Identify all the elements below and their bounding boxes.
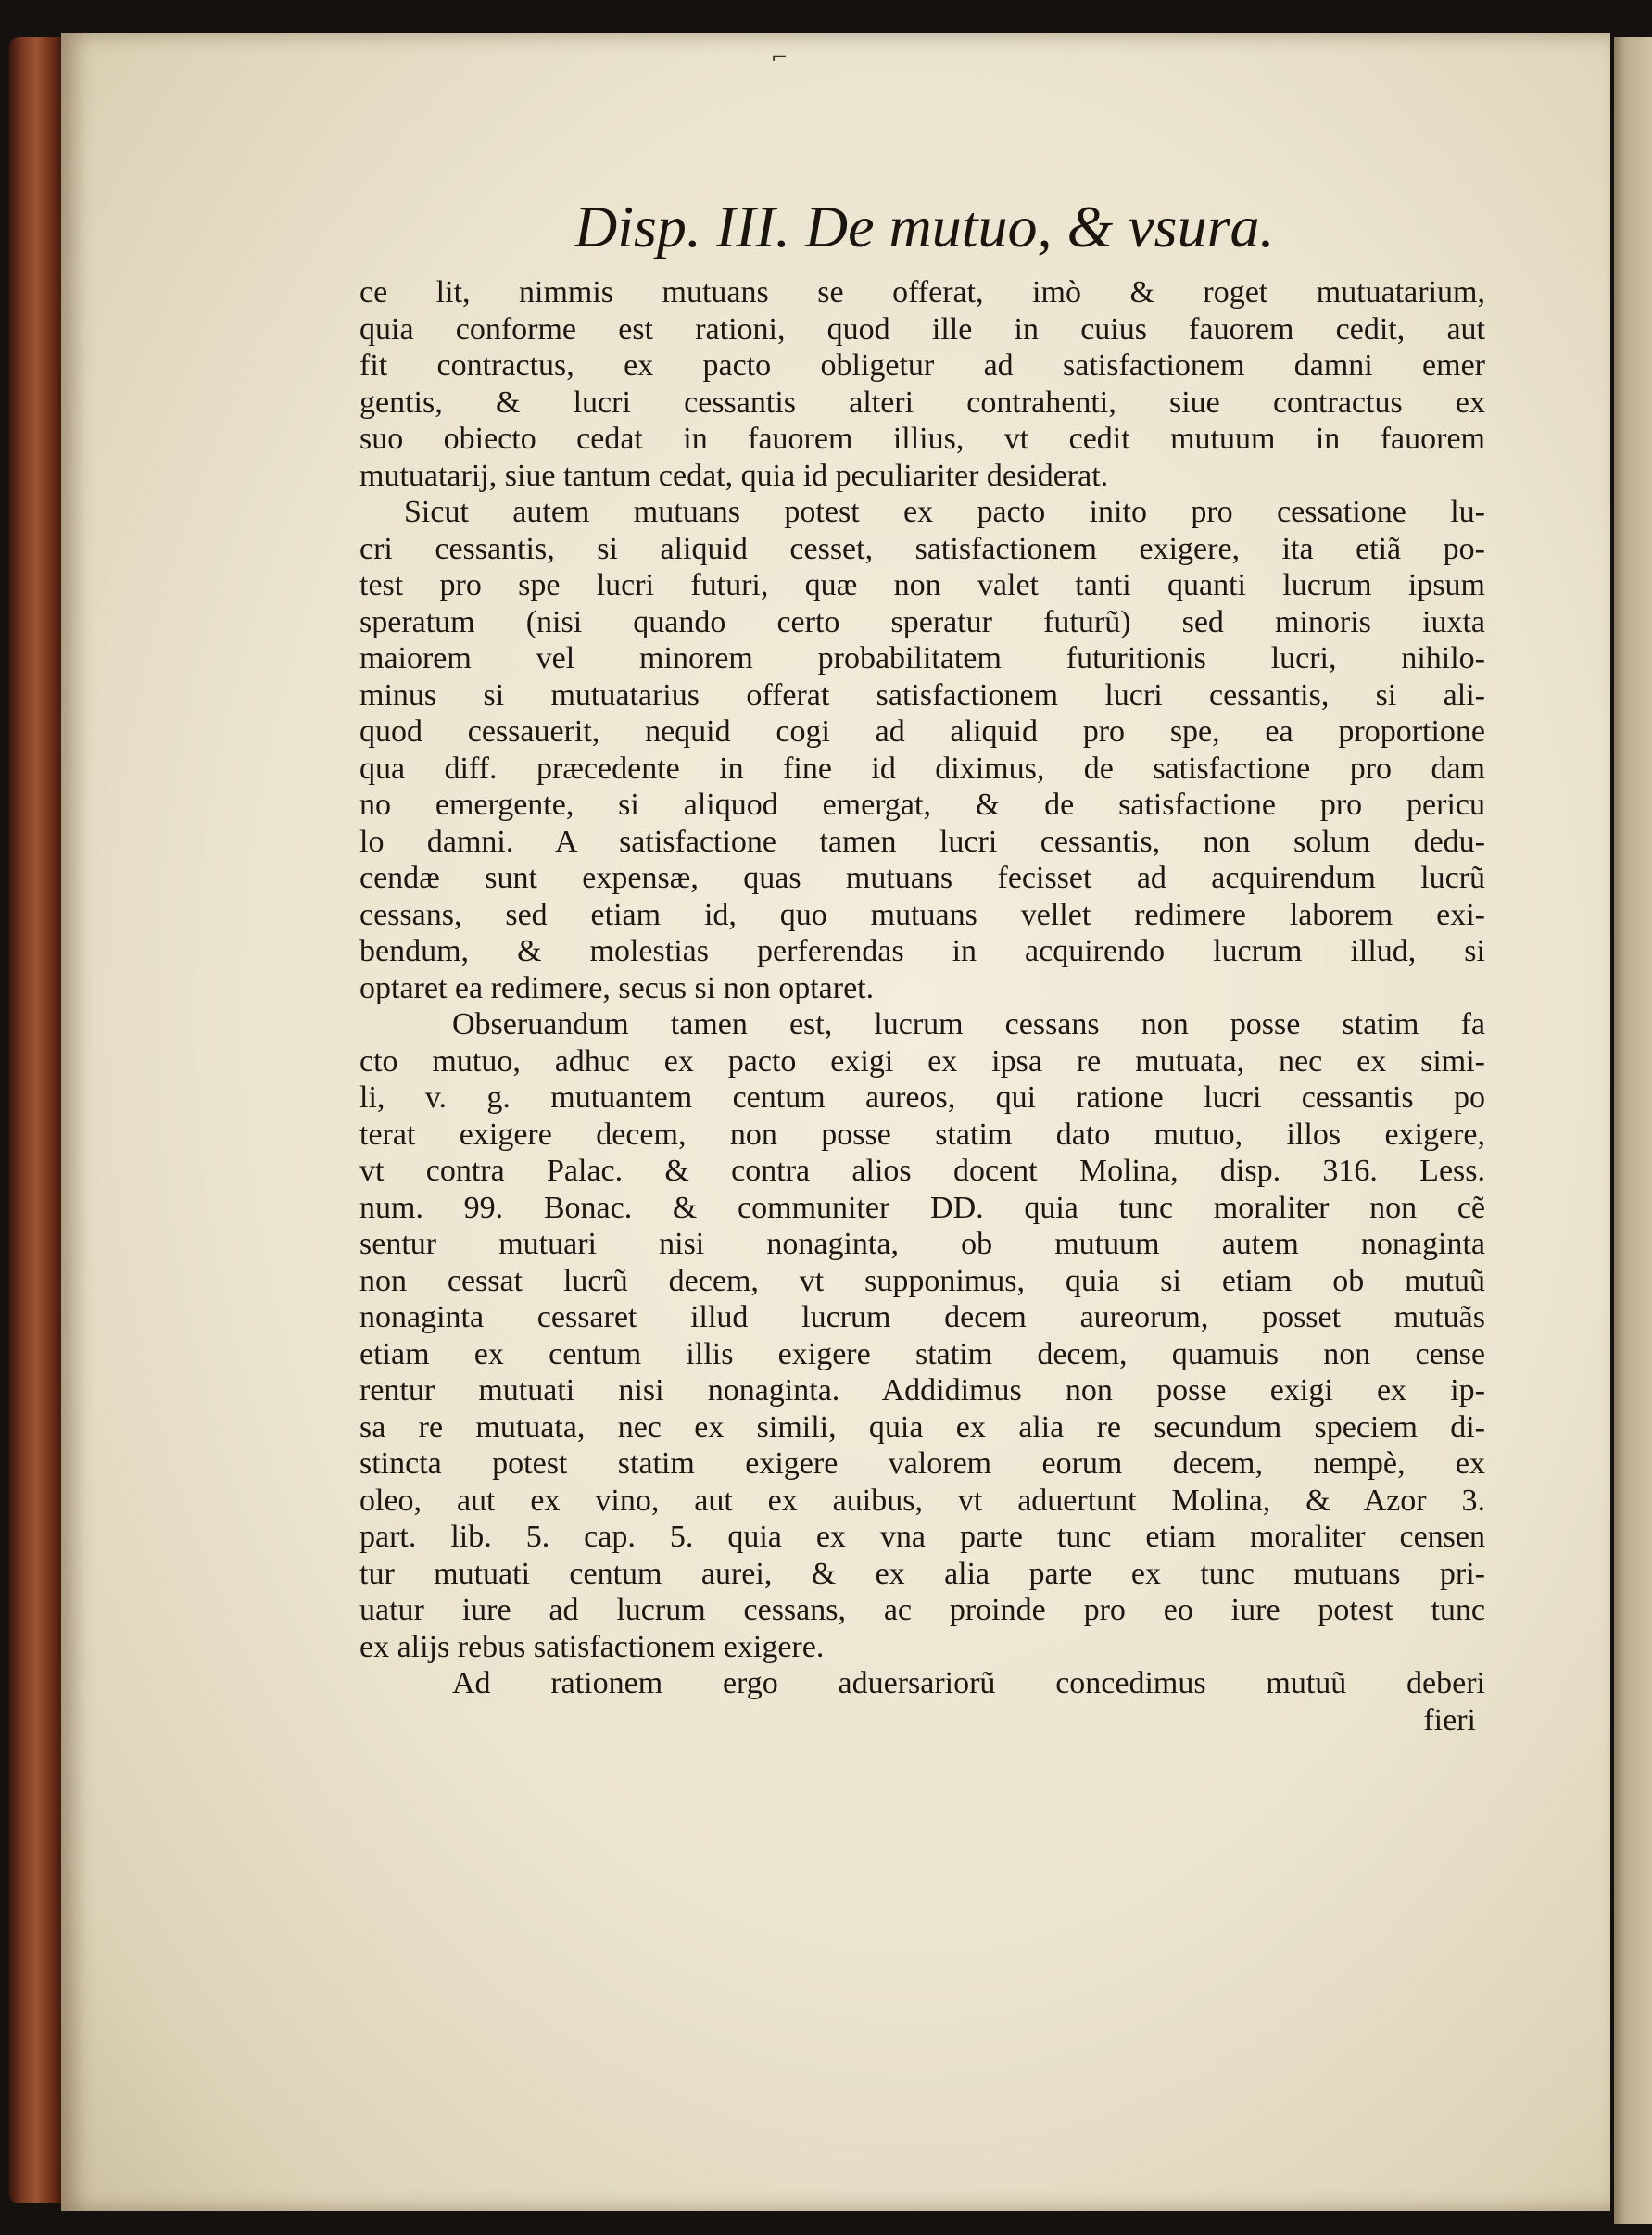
text-line: sentur mutuari nisi nonaginta, ob mutuum autem nonaginta [359,1227,1485,1261]
text-line: optaret ea redimere, secus si non optaret. [359,970,875,1005]
text-line: cessans, sed etiam id, quo mutuans vellet redimere laborem exi- [359,897,1485,932]
text-line: maiorem vel minorem probabilitatem futuritionis lucri, nihilo- [359,641,1485,676]
text-line: qua diff. præcedente in fine id diximus, de satisfactione pro dam [359,751,1485,786]
text-line: cto mutuo, adhuc ex pacto exigi ex ipsa re mutuata, nec ex simi- [359,1043,1485,1079]
text-line: Sicut autem mutuans potest ex pacto inito pro cessatione lu- [404,495,1485,529]
text-line: terat exigere decem, non posse statim dato mutuo, illos exigere, [359,1117,1485,1152]
text-line: quod cessauerit, nequid cogi ad aliquid pro spe, ea proportione [359,714,1485,749]
text-line: gentis, & lucri cessantis alteri contrahenti, siue contractus ex [359,385,1485,420]
text-line: non cessat lucrũ decem, vt supponimus, quia si etiam ob mutuũ [359,1263,1485,1298]
body-text [359,274,1485,1738]
text-line: fieri [1423,1702,1476,1737]
text-line: li, v. g. mutuantem centum aureos, qui ratione lucri cessantis po [359,1080,1485,1115]
text-line: nonaginta cessaret illud lucrum decem aureorum, posset mutuãs [359,1300,1485,1334]
text-line: fit contractus, ex pacto obligetur ad satisfactionem damni emer [359,348,1485,383]
text-line: quia conforme est rationi, quod ille in cuius fauorem cedit, aut [359,311,1485,347]
text-line: stincta potest statim exigere valorem eorum decem, nempè, ex [359,1446,1485,1481]
text-line: lo damni. A satisfactione tamen lucri cessantis, non solum dedu- [359,824,1485,859]
text-line: part. lib. 5. cap. 5. quia ex vna parte tunc etiam moraliter censen [359,1520,1485,1554]
text-line: tur mutuati centum aurei, & ex alia parte ex tunc mutuans pri- [359,1556,1485,1591]
next-page-edge [1614,37,1652,2224]
text-line: uatur iure ad lucrum cessans, ac proinde pro eo iure potest tunc [359,1593,1485,1627]
text-line: bendum, & molestias perferendas in acquirendo lucrum illud, si [359,934,1485,968]
text-line: cri cessantis, si aliquid cesset, satisfactionem exigere, ita etiã po- [359,531,1485,566]
text-line: rentur mutuati nisi nonaginta. Addidimus non posse exigi ex ip- [359,1373,1485,1408]
text-line: ce lit, nimmis mutuans se offerat, imò & roget mutuatarium, [359,275,1485,309]
text-line: suo obiecto cedat in fauorem illius, vt cedit mutuum in fauorem [359,422,1485,456]
text-line: minus si mutuatarius offerat satisfactionem lucri cessantis, si ali- [359,677,1485,713]
text-line: etiam ex centum illis exigere statim decem, quamuis non cense [359,1336,1485,1371]
text-line: test pro spe lucri futuri, quæ non valet tanti quanti lucrum ipsum [359,568,1485,602]
running-header: Disp. III. De mutuo, & vsura. [574,194,1275,259]
text-line: cendæ sunt expensæ, quas mutuans fecisset ad acquirendum lucrũ [359,861,1485,895]
text-line: num. 99. Bonac. & communiter DD. quia tunc moraliter non cẽ [359,1190,1485,1225]
text-line: oleo, aut ex vino, aut ex auibus, vt aduertunt Molina, & Azor 3. [359,1483,1485,1518]
text-line: sa re mutuata, nec ex simili, quia ex alia re secundum speciem di- [359,1409,1485,1445]
book-edge [9,37,63,2203]
text-line: ex alijs rebus satisfactionem exigere. [359,1629,825,1664]
text-line: mutuatarij, siue tantum cedat, quia id peculiariter desiderat. [359,458,1109,493]
text-line: speratum (nisi quando certo speratur futurũ) sed minoris iuxta [359,604,1485,639]
page-mark: ⌐ [771,46,788,69]
text-line: vt contra Palac. & contra alios docent Molina, disp. 316. Less. [359,1154,1485,1188]
text-line: Obseruandum tamen est, lucrum cessans non posse statim fa [452,1007,1485,1042]
text-line: no emergente, si aliquod emergat, & de satisfactione pro pericu [359,788,1485,822]
text-line: Ad rationem ergo aduersariorũ concedimus mutuũ deberi [452,1666,1485,1700]
